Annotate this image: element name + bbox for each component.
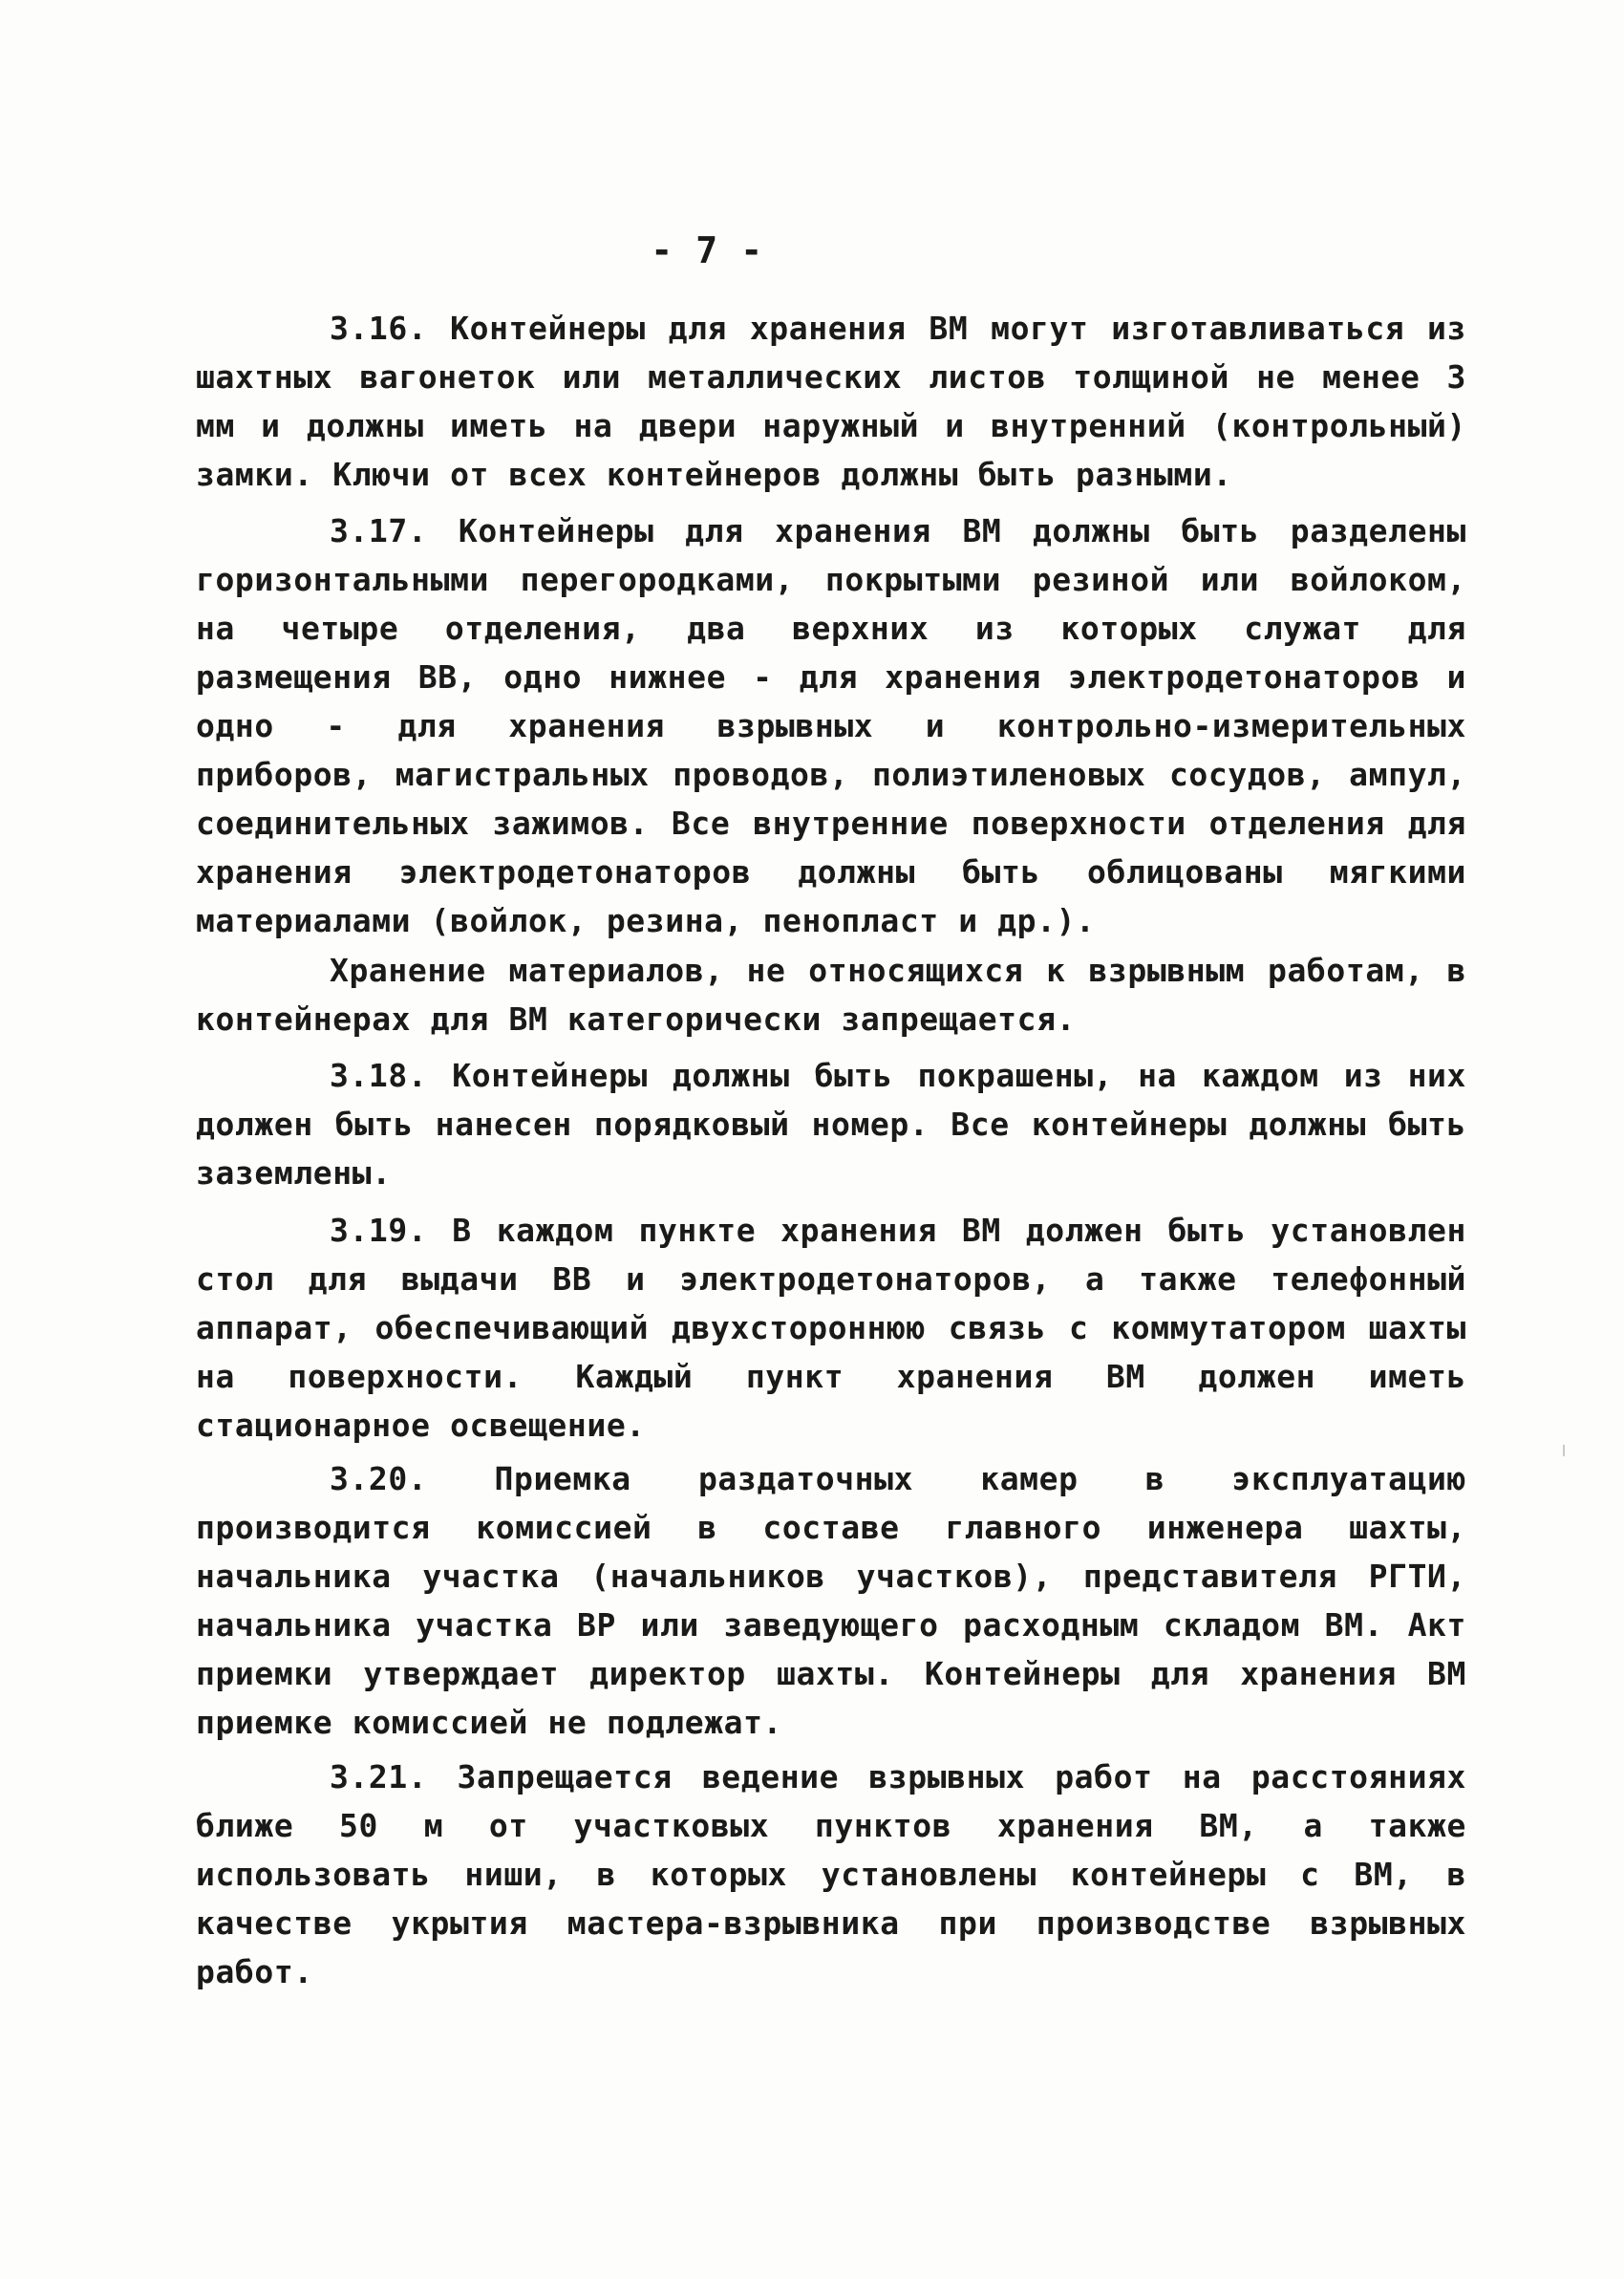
paragraph-3-17: 3.17. Контейнеры для хранения ВМ должны быть разделены горизонтальными перегородками, покрытыми резиной или войлоком, на четыре отделения, два верхних из которых служат для размещения ВВ, одно нижнее - для хранения электродетонаторов и одно - для хранения взрывных и контрольно-измерительных приборов, магистральных проводов, полиэтиленовых сосудов, ампул, соединительных зажимов. Все внутренние поверхности отделения для хранения электродетонаторов должны быть облицованы мягкими материалами (войлок, резина, пенопласт и др.). — [196, 512, 1466, 939]
paragraph-3-17-note: Хранение материалов, не относящихся к взрывным работам, в контейнерах для ВМ категорически запрещается. — [196, 952, 1466, 1038]
paragraph-3-19: 3.19. В каждом пункте хранения ВМ должен быть установлен стол для выдачи ВВ и электродетонаторов, а также телефонный аппарат, обеспечивающий двухстороннюю связь с коммутатором шахты на поверхности. Каждый пункт хранения ВМ должен иметь стационарное освещение. — [196, 1212, 1466, 1444]
paragraph-3-21: 3.21. Запрещается ведение взрывных работ на расстояниях ближе 50 м от участковых пунктов хранения ВМ, а также использовать ниши, в которых установлены контейнеры с ВМ, в качестве укрытия мастера-взрывника при производстве взрывных работ. — [196, 1758, 1466, 1990]
paragraph-3-16: 3.16. Контейнеры для хранения ВМ могут изготавливаться из шахтных вагонеток или металлических листов толщиной не менее 3 мм и должны иметь на двери наружный и внутренний (контрольный) замки. Ключи от всех контейнеров должны быть разными. — [196, 310, 1466, 493]
paragraph-3-20: 3.20. Приемка раздаточных камер в эксплуатацию производится комиссией в составе главного инженера шахты, начальника участка (начальников участков), представителя РГТИ, начальника участка ВР или заведующего расходным складом ВМ. Акт приемки утверждает директор шахты. Контейнеры для хранения ВМ приемке комиссией не подлежат. — [196, 1460, 1466, 1741]
page-number: - 7 - — [651, 229, 763, 271]
paragraph-3-18: 3.18. Контейнеры должны быть покрашены, на каждом из них должен быть нанесен порядковый номер. Все контейнеры должны быть заземлены. — [196, 1057, 1466, 1192]
scan-artifact — [1563, 1445, 1565, 1456]
